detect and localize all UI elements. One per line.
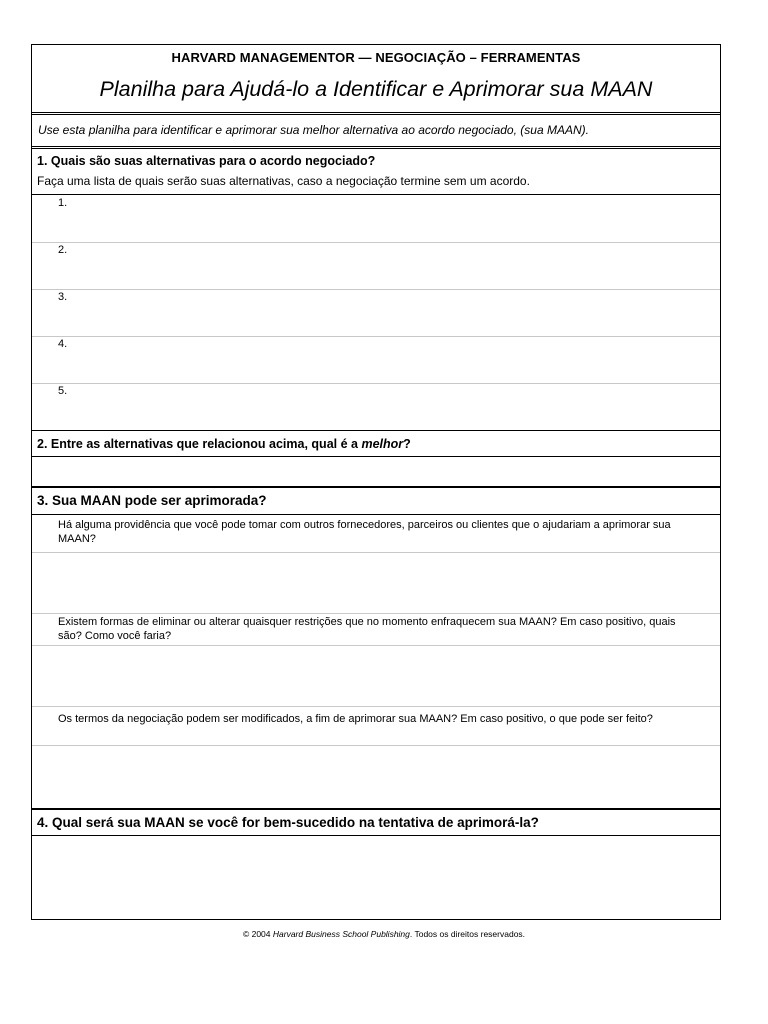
divider <box>32 835 720 836</box>
footer-publisher: Harvard Business School Publishing <box>272 929 410 939</box>
question-1: 1. Quais são suas alternativas para o acordo negociado? <box>37 154 376 168</box>
question-3-prompt-3: Os termos da negociação podem ser modificados, a fim de aprimorar sua MAAN? Em caso positivo, o que pode ser feito? <box>58 713 653 725</box>
intro-text: Use esta planilha para identificar e aprimorar sua melhor alternativa ao acordo negociado, (sua MAAN). <box>38 123 589 137</box>
worksheet-title: Planilha para Ajudá-lo a Identificar e Aprimorar sua MAAN <box>99 77 653 101</box>
alternative-3-label: 3. <box>58 291 68 303</box>
worksheet-series-title: HARVARD MANAGEMENTOR — NEGOCIAÇÃO – FERRAMENTAS <box>171 50 581 65</box>
question-2 <box>37 437 411 451</box>
question-1-instruction: Faça uma lista de quais serão suas alternativas, caso a negociação termine sem um acordo. <box>37 174 530 188</box>
divider <box>32 456 720 457</box>
row-divider <box>32 706 720 707</box>
alternative-2-label: 2. <box>58 244 68 256</box>
question-3-prompt-1: Há alguma providência que você pode tomar com outros fornecedores, parceiros ou clientes que o ajudariam a aprimorar sua MAAN? <box>58 519 671 545</box>
row-divider <box>32 336 720 337</box>
divider <box>32 514 720 515</box>
worksheet <box>31 44 721 920</box>
alternative-5-label: 5. <box>58 385 68 397</box>
footer <box>0 929 768 939</box>
question-3-prompt-2: Existem formas de eliminar ou alterar quaisquer restrições que no momento enfraquecem sua MAAN? Em caso positivo, quais são? Como você faria? <box>58 616 676 642</box>
row-divider <box>32 645 720 646</box>
divider <box>32 194 720 195</box>
question-4: 4. Qual será sua MAAN se você for bem-sucedido na tentativa de aprimorá-la? <box>37 815 539 830</box>
alternative-1-label: 1. <box>58 197 68 209</box>
question-2-end: ? <box>403 437 411 451</box>
row-divider <box>32 383 720 384</box>
alternative-4-label: 4. <box>58 338 68 350</box>
question-2-text: 2. Entre as alternativas que relacionou acima, qual é a <box>37 437 362 451</box>
row-divider <box>32 613 720 614</box>
footer-copyright: © 2004 <box>242 929 273 939</box>
divider <box>32 146 720 149</box>
divider <box>32 430 720 431</box>
question-2-emphasis: melhor <box>361 437 404 451</box>
question-3: 3. Sua MAAN pode ser aprimorada? <box>37 493 267 508</box>
row-divider <box>32 242 720 243</box>
row-divider <box>32 289 720 290</box>
divider <box>32 112 720 115</box>
divider <box>32 808 720 810</box>
footer-rights: . Todos os direitos reservados. <box>409 929 526 939</box>
row-divider <box>32 745 720 746</box>
divider <box>32 486 720 488</box>
row-divider <box>32 552 720 553</box>
